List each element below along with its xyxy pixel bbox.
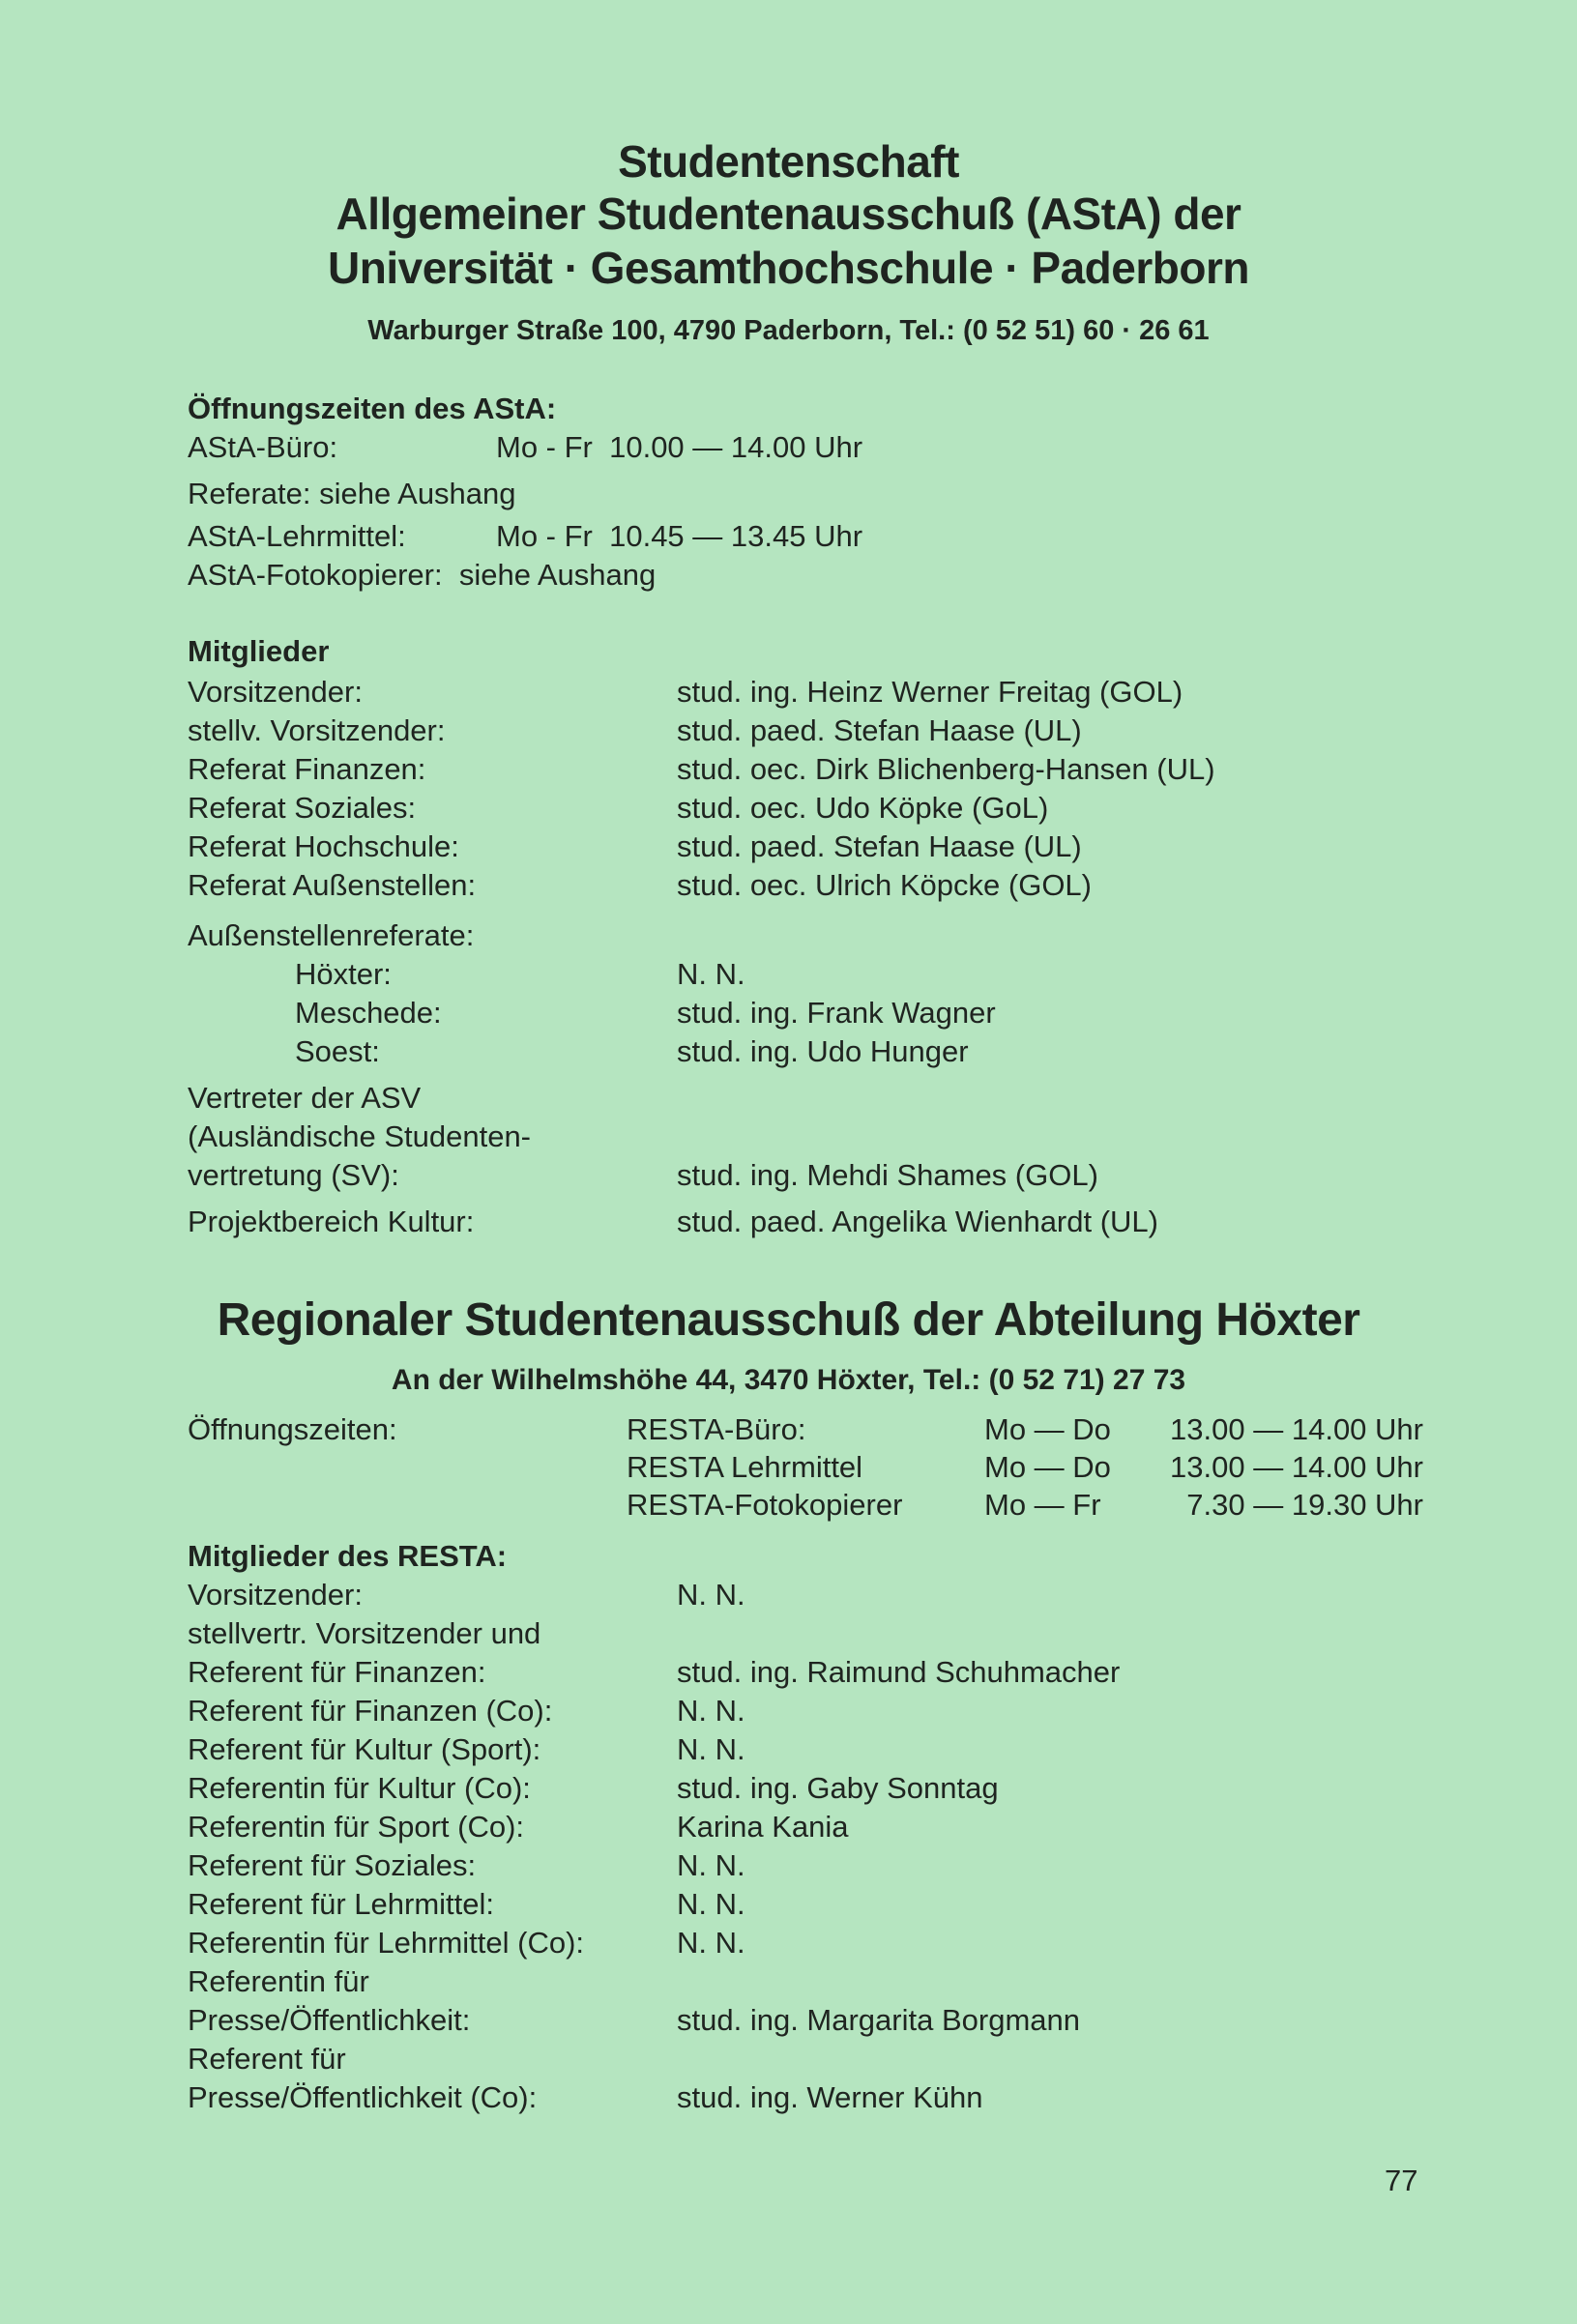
asv-name: stud. ing. Mehdi Shames (GOL) (677, 1158, 1098, 1192)
resta-member-name: stud. ing. Margarita Borgmann (677, 2003, 1080, 2037)
resta-hours-label: Öffnungszeiten: (188, 1412, 397, 1446)
resta-hours-place: RESTA Lehrmittel (627, 1450, 863, 1484)
resta-member-name: N. N. (677, 1887, 745, 1921)
resta-member-name: N. N. (677, 1694, 745, 1728)
header-line-1: Studentenschaft (618, 136, 959, 187)
resta-members-heading: Mitglieder des RESTA: (188, 1539, 508, 1573)
resta-address: An der Wilhelmshöhe 44, 3470 Höxter, Tel.: (0 52 71) 27 73 (391, 1364, 1186, 1396)
aussenstellen-heading: Außenstellenreferate: (188, 918, 475, 952)
kultur-role: Projektbereich Kultur: (188, 1205, 475, 1238)
asta-lehrmittel-time: Mo - Fr 10.45 — 13.45 Uhr (496, 519, 863, 553)
asta-hours-heading: Öffnungszeiten des AStA: (188, 392, 557, 425)
resta-hours-days: Mo — Do (984, 1450, 1111, 1484)
resta-member-name: stud. ing. Werner Kühn (677, 2080, 983, 2114)
resta-member-name: Karina Kania (677, 1810, 849, 1844)
resta-hours-place: RESTA-Fotokopierer (627, 1488, 903, 1522)
resta-member-role: Referent für (188, 2042, 346, 2076)
member-name: stud. paed. Stefan Haase (UL) (677, 713, 1082, 747)
asta-members-heading: Mitglieder (188, 634, 330, 668)
resta-member-role: Referent für Finanzen: (188, 1655, 486, 1689)
resta-hours-time: 13.00 — 14.00 Uhr (1170, 1412, 1423, 1446)
resta-title: Regionaler Studentenausschuß der Abteilung Höxter (217, 1294, 1360, 1346)
member-role: Referat Soziales: (188, 791, 417, 825)
member-role: stellv. Vorsitzender: (188, 713, 446, 747)
resta-member-name: N. N. (677, 1848, 745, 1882)
header-line-3: Universität · Gesamthochschule · Paderborn (328, 243, 1249, 293)
resta-member-role: Referentin für Kultur (Co): (188, 1771, 531, 1805)
resta-member-role: Referentin für Sport (Co): (188, 1810, 525, 1844)
resta-hours-days: Mo — Fr (984, 1488, 1101, 1522)
member-role: Referat Finanzen: (188, 752, 426, 786)
member-role: Referat Hochschule: (188, 829, 459, 863)
resta-member-role: Referentin für (188, 1964, 369, 1998)
kultur-name: stud. paed. Angelika Wienhardt (UL) (677, 1205, 1158, 1238)
asta-buero-time: Mo - Fr 10.00 — 14.00 Uhr (496, 430, 863, 464)
member-name: stud. oec. Udo Köpke (GoL) (677, 791, 1049, 825)
aussen-name: stud. ing. Udo Hunger (677, 1034, 969, 1068)
asta-lehrmittel-label: AStA-Lehrmittel: (188, 519, 406, 553)
member-name: stud. ing. Heinz Werner Freitag (GOL) (677, 675, 1183, 709)
resta-member-name: stud. ing. Gaby Sonntag (677, 1771, 999, 1805)
header-line-2: Allgemeiner Studentenausschuß (AStA) der (336, 189, 1241, 239)
asv-line-3: vertretung (SV): (188, 1158, 399, 1192)
resta-member-role: Vorsitzender: (188, 1578, 363, 1612)
resta-member-role: stellvertr. Vorsitzender und (188, 1616, 541, 1650)
page-number: 77 (1385, 2164, 1418, 2197)
resta-hours-days: Mo — Do (984, 1412, 1111, 1446)
asta-referate: Referate: siehe Aushang (188, 477, 516, 510)
resta-member-name: stud. ing. Raimund Schuhmacher (677, 1655, 1121, 1689)
member-name: stud. oec. Ulrich Köpcke (GOL) (677, 868, 1092, 902)
aussen-role: Höxter: (295, 957, 392, 991)
resta-member-name: N. N. (677, 1578, 745, 1612)
resta-member-role: Referent für Soziales: (188, 1848, 477, 1882)
header-address: Warburger Straße 100, 4790 Paderborn, Tel.: (0 52 51) 60 · 26 61 (367, 315, 1210, 346)
resta-hours-time: 13.00 — 14.00 Uhr (1170, 1450, 1423, 1484)
resta-hours-place: RESTA-Büro: (627, 1412, 806, 1446)
aussen-name: stud. ing. Frank Wagner (677, 996, 996, 1030)
asta-buero-label: AStA-Büro: (188, 430, 338, 464)
member-name: stud. oec. Dirk Blichenberg-Hansen (UL) (677, 752, 1215, 786)
resta-member-name: N. N. (677, 1926, 745, 1960)
resta-hours-time: 7.30 — 19.30 Uhr (1186, 1488, 1423, 1522)
resta-member-role: Referent für Kultur (Sport): (188, 1732, 541, 1766)
member-role: Vorsitzender: (188, 675, 363, 709)
asta-fotokopierer: AStA-Fotokopierer: siehe Aushang (188, 558, 657, 592)
member-name: stud. paed. Stefan Haase (UL) (677, 829, 1082, 863)
resta-member-role: Referent für Finanzen (Co): (188, 1694, 553, 1728)
resta-member-name: N. N. (677, 1732, 745, 1766)
asv-line-2: (Ausländische Studenten- (188, 1119, 532, 1153)
resta-member-role: Presse/Öffentlichkeit: (188, 2003, 471, 2037)
resta-member-role: Referent für Lehrmittel: (188, 1887, 495, 1921)
member-role: Referat Außenstellen: (188, 868, 477, 902)
aussen-role: Soest: (295, 1034, 380, 1068)
aussen-name: N. N. (677, 957, 745, 991)
resta-member-role: Referentin für Lehrmittel (Co): (188, 1926, 585, 1960)
asv-line-1: Vertreter der ASV (188, 1081, 422, 1115)
resta-member-role: Presse/Öffentlichkeit (Co): (188, 2080, 538, 2114)
aussen-role: Meschede: (295, 996, 442, 1030)
